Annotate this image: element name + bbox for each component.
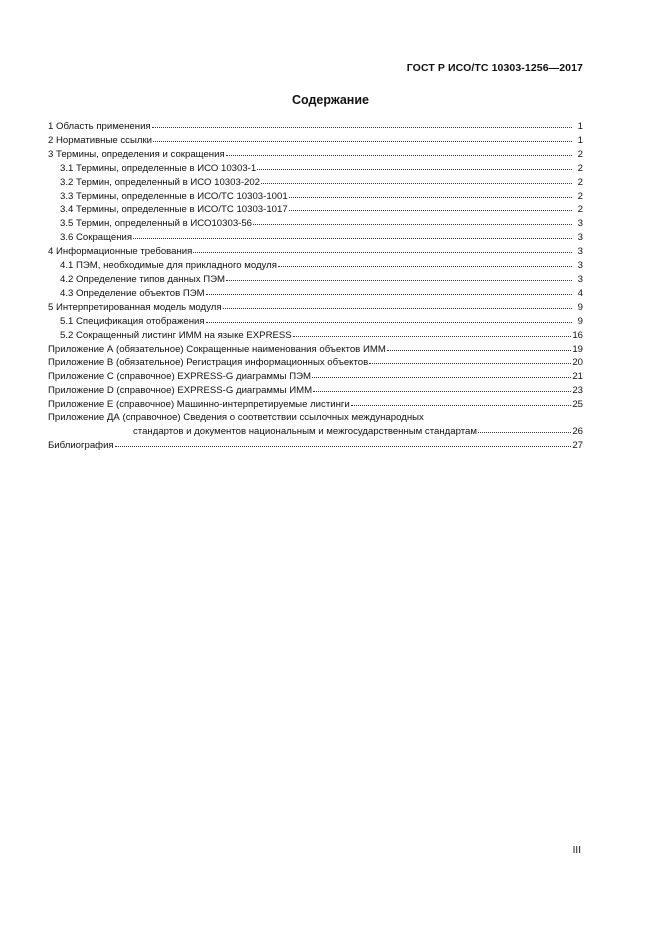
toc-entry-page: 2 xyxy=(577,176,583,188)
toc-entry xyxy=(48,148,583,162)
toc-dot-leader xyxy=(153,133,572,142)
toc-entry-label: 3.1 Термины, определенные в ИСО 10303-1 xyxy=(60,162,257,174)
toc-entry-label: 3 Термины, определения и сокращения xyxy=(48,148,225,160)
toc-entry xyxy=(48,439,583,453)
toc-dot-leader xyxy=(152,119,572,128)
toc-entry xyxy=(48,190,583,204)
toc-entry-page: 23 xyxy=(572,385,583,397)
toc-entry xyxy=(48,176,583,190)
toc-dot-leader xyxy=(313,383,571,392)
toc-entry xyxy=(48,203,583,217)
toc-dot-leader xyxy=(115,438,572,447)
toc-entry-page: 20 xyxy=(572,357,583,369)
toc-entry-label: Приложение А (обязательное) Сокращенные наименования объектов ИММ xyxy=(48,343,386,355)
toc-entry xyxy=(48,162,583,176)
toc-entry-page: 25 xyxy=(572,399,583,411)
toc-entry xyxy=(48,425,583,439)
toc-entry-page: 2 xyxy=(577,162,583,174)
toc-dot-leader xyxy=(206,286,572,295)
toc-entry xyxy=(48,217,583,231)
toc-entry-label: 5 Интерпретированная модель модуля xyxy=(48,301,222,313)
toc-entry-label: 1 Область применения xyxy=(48,121,151,132)
toc-entry-page: 3 xyxy=(577,260,583,272)
toc-entry-page: 16 xyxy=(572,329,583,341)
toc-entry xyxy=(48,259,583,273)
toc-entry-label: 4.2 Определение типов данных ПЭМ xyxy=(60,273,226,285)
toc-entry-page: 3 xyxy=(577,218,583,230)
toc-entry-label: 4.1 ПЭМ, необходимые для прикладного модуля xyxy=(60,260,277,272)
toc-dot-leader xyxy=(206,314,572,323)
toc-entry-page: 3 xyxy=(577,246,583,258)
toc-dot-leader xyxy=(312,369,571,378)
toc-entry-label: 4.3 Определение объектов ПЭМ xyxy=(60,287,205,299)
toc-entry-page: 1 xyxy=(577,121,583,132)
toc-entry-label: Приложение Е (справочное) Машинно-интерпретируемые листинги xyxy=(48,399,350,411)
toc-entry-label: стандартов и документов национальным и межгосударственным стандартам xyxy=(133,425,477,437)
toc-dot-leader xyxy=(478,424,571,433)
toc-entry xyxy=(48,343,583,357)
toc-entry-page: 19 xyxy=(572,343,583,355)
toc-entry-page: 3 xyxy=(577,232,583,244)
toc-entry-label: 5.1 Спецификация отображения xyxy=(60,315,205,327)
toc-dot-leader xyxy=(226,147,572,156)
toc-dot-leader xyxy=(257,161,572,170)
toc-dot-leader xyxy=(223,300,572,309)
toc-dot-leader xyxy=(293,328,572,337)
document-code: ГОСТ Р ИСО/ТС 10303-1256—2017 xyxy=(406,62,583,74)
toc-entry xyxy=(48,370,583,384)
toc-dot-leader xyxy=(261,175,572,184)
toc-entry-label: 3.2 Термин, определенный в ИСО 10303-202 xyxy=(60,176,261,188)
toc-entry-label: 3.3 Термины, определенные в ИСО/ТС 10303-1001 xyxy=(60,190,288,202)
toc-entry-label-line1: Приложение ДА (справочное) Сведения о соответствии ссылочных международных xyxy=(48,412,424,424)
toc-entry-label: 3.5 Термин, определенный в ИСО10303-56 xyxy=(60,218,253,230)
toc-entry-label: Приложение D (справочное) EXPRESS-G диаграммы ИММ xyxy=(48,385,313,397)
toc-entry xyxy=(48,134,583,148)
toc-entry xyxy=(48,245,583,259)
page-number: III xyxy=(572,845,581,856)
toc-entry-label: 4 Информационные требования xyxy=(48,246,193,258)
toc-entry-page: 2 xyxy=(577,190,583,202)
toc-entry-page: 4 xyxy=(577,287,583,299)
toc-entry-page: 2 xyxy=(577,204,583,216)
toc-entry xyxy=(48,398,583,412)
toc-entry-label: Приложение В (обязательное) Регистрация информационных объектов xyxy=(48,357,369,369)
toc-entry-label: 2 Нормативные ссылки xyxy=(48,134,153,146)
toc-dot-leader xyxy=(133,230,572,239)
toc-entry xyxy=(48,301,583,315)
toc-entry-page: 9 xyxy=(577,301,583,313)
toc-dot-leader xyxy=(226,272,572,281)
toc-entry xyxy=(48,273,583,287)
toc-entry-page: 21 xyxy=(572,371,583,383)
toc-entry xyxy=(48,231,583,245)
toc-dot-leader xyxy=(253,216,572,225)
toc-dot-leader xyxy=(369,355,571,364)
toc-dot-leader xyxy=(289,202,572,211)
table-of-contents xyxy=(48,120,583,453)
toc-entry-label: 3.6 Сокращения xyxy=(60,232,133,244)
toc-dot-leader xyxy=(289,189,572,198)
toc-entry-page: 9 xyxy=(577,315,583,327)
toc-entry-label: Приложение С (справочное) EXPRESS-G диаграммы ПЭМ xyxy=(48,371,311,383)
toc-dot-leader xyxy=(351,397,572,406)
toc-entry xyxy=(48,287,583,301)
toc-entry xyxy=(48,356,583,370)
toc-dot-leader xyxy=(278,258,572,267)
toc-entry-page: 26 xyxy=(572,425,583,437)
page-title: Содержание xyxy=(291,93,369,107)
toc-entry xyxy=(48,329,583,343)
toc-entry-page: 27 xyxy=(572,439,583,451)
toc-entry-label: Библиография xyxy=(48,439,114,451)
toc-dot-leader xyxy=(387,342,572,351)
toc-entry-label: 5.2 Сокращенный листинг ИММ на языке EXPRESS xyxy=(60,329,292,341)
toc-entry xyxy=(48,315,583,329)
toc-entry xyxy=(48,384,583,398)
toc-entry-page: 3 xyxy=(577,273,583,285)
toc-entry xyxy=(48,120,583,134)
toc-entry-label: 3.4 Термины, определенные в ИСО/ТС 10303-1017 xyxy=(60,204,288,216)
toc-entry-page: 2 xyxy=(577,148,583,160)
toc-entry-page: 1 xyxy=(577,134,583,146)
toc-dot-leader xyxy=(193,244,572,253)
